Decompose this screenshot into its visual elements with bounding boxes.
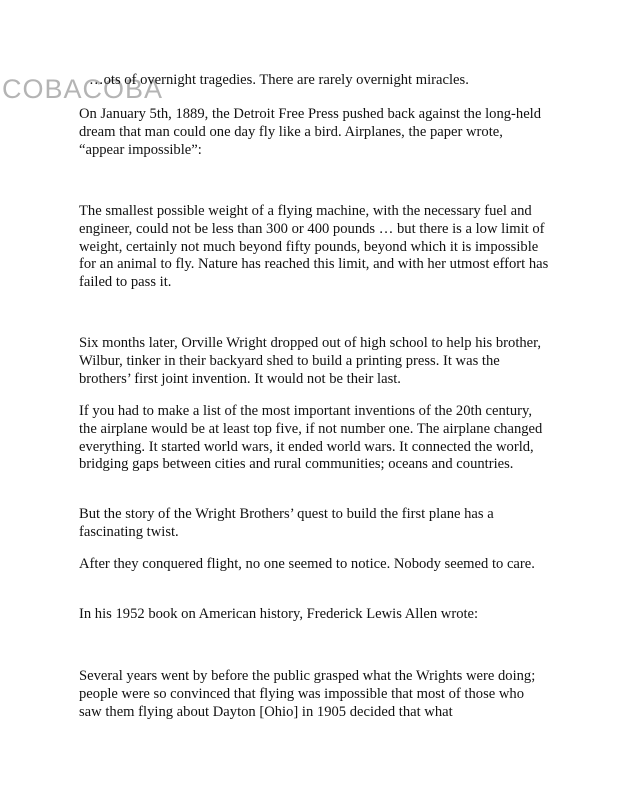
paragraph-3-quote: The smallest possible weight of a flying machine, with the necessary fuel and engineer, could not be less than 300 or 400 pounds … but there is a low limit of weight, certainly not much beyond fifty pounds, beyond which it is impossible for an animal to fly. Nature has reached this limit, and with her utmost effort has failed to pass it. xyxy=(79,203,549,291)
paragraph-4: Six months later, Orville Wright dropped out of high school to help his brother, Wilbur, tinker in their backyard shed to build a printing press. It was the brothers’ first joint invention. It would not be their last. xyxy=(79,335,542,387)
paragraph-1: …ots of overnight tragedies. There are rarely overnight miracles. xyxy=(89,72,469,88)
paragraph-5: If you had to make a list of the most important inventions of the 20th century, the airplane would be at least top five, if not number one. The airplane changed everything. It started world wars, it ended world wars. It connected the world, bridging gaps between cities and rural communities; oceans and countries. xyxy=(79,403,543,473)
paragraph-9-quote: Several years went by before the public grasped what the Wrights were doing; people were so convinced that flying was impossible that most of those who saw them flying about Dayton [Ohio] in 1905 decided that what xyxy=(79,668,536,720)
paragraph-7: After they conquered flight, no one seemed to notice. Nobody seemed to care. xyxy=(79,556,535,572)
paragraph-2: On January 5th, 1889, the Detroit Free Press pushed back against the long-held dream that man could one day fly like a bird. Airplanes, the paper wrote, “appear impossible”: xyxy=(79,106,542,158)
watermark-text: COBACOBA xyxy=(2,74,164,104)
paragraph-6: But the story of the Wright Brothers’ quest to build the first plane has a fascinating twist. xyxy=(79,506,494,540)
paragraph-8: In his 1952 book on American history, Frederick Lewis Allen wrote: xyxy=(79,606,479,622)
